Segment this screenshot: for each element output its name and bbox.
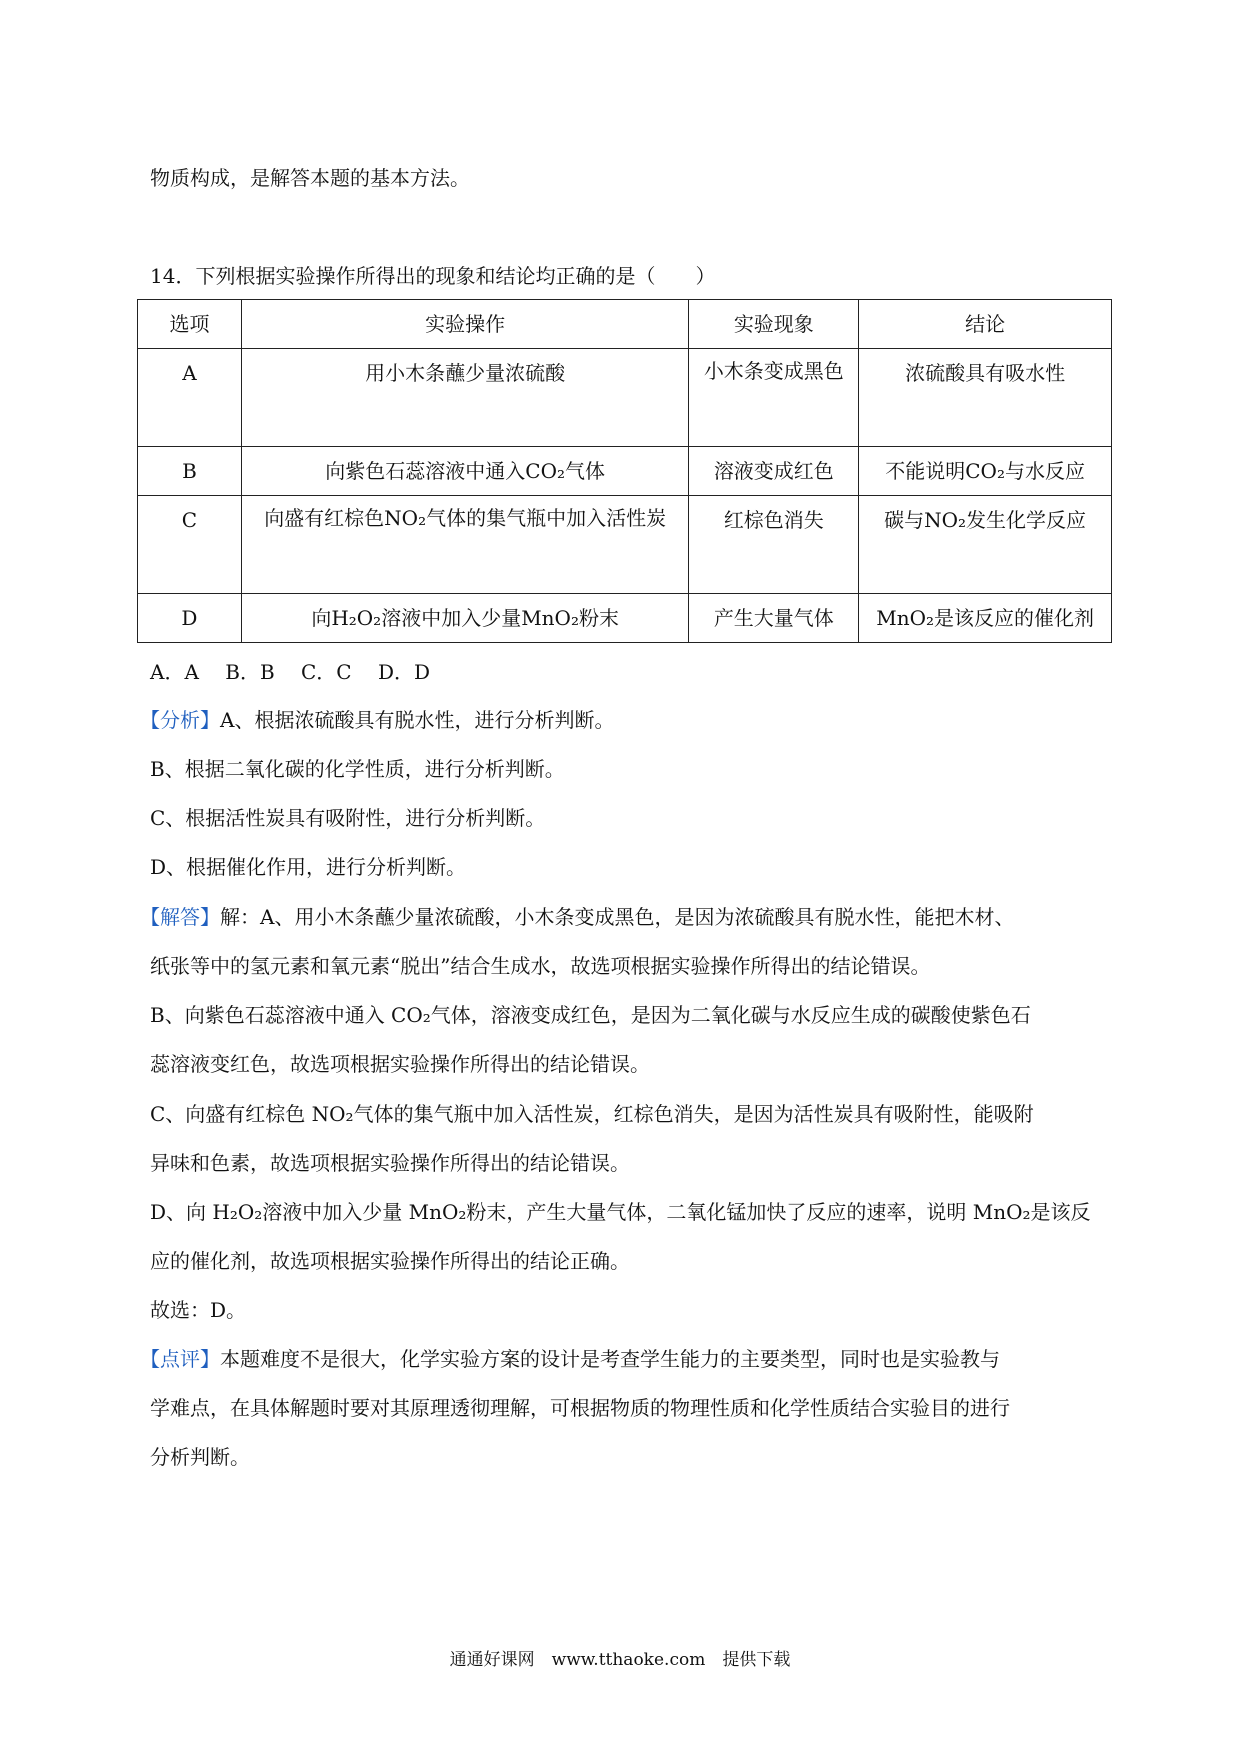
cell: 向紫色石蕊溶液中通入CO₂气体: [241, 447, 689, 496]
analysis-line: B、根据二氧化碳的化学性质，进行分析判断。: [150, 757, 565, 781]
cell: 用小木条蘸少量浓硫酸: [241, 349, 689, 447]
answer-line: B、向紫色石蕊溶液中通入 CO₂气体，溶液变成红色，是因为二氧化碳与水反应生成的碳酸使紫色石: [150, 1003, 1031, 1027]
experiment-table: [137, 299, 1112, 643]
table-row: [138, 594, 1112, 643]
cell: 向盛有红棕色NO₂气体的集气瓶中加入活性炭: [241, 496, 689, 594]
cell: 浓硫酸具有吸水性: [859, 349, 1112, 447]
answer-line: 蕊溶液变红色，故选项根据实验操作所得出的结论错误。: [150, 1052, 650, 1076]
cell: 向H₂O₂溶液中加入少量MnO₂粉末: [241, 594, 689, 643]
cell: C: [138, 496, 242, 594]
answer-line: 异味和色素，故选项根据实验操作所得出的结论错误。: [150, 1151, 630, 1175]
analysis-text: A、根据浓硫酸具有脱水性，进行分析判断。: [220, 708, 615, 732]
table-row: [138, 349, 1112, 447]
cell: 不能说明CO₂与水反应: [859, 447, 1112, 496]
question-text: 14．下列根据实验操作所得出的现象和结论均正确的是（ ）: [150, 264, 716, 288]
answer-line: 故选：D。: [150, 1298, 247, 1322]
cell: 产生大量气体: [689, 594, 859, 643]
comment-line: 分析判断。: [150, 1445, 250, 1469]
header-cell: 结论: [859, 300, 1112, 349]
table-row: [138, 496, 1112, 594]
answer-choices: A．A B．B C．C D．D: [150, 660, 431, 684]
analysis-tag: 【分析】: [140, 708, 220, 732]
comment-line: [140, 1343, 1000, 1372]
answer-line: 纸张等中的氢元素和氧元素“脱出”结合生成水，故选项根据实验操作所得出的结论错误。: [150, 954, 931, 978]
answer-line: [140, 901, 1014, 930]
table-header-row: [138, 300, 1112, 349]
comment-text: 本题难度不是很大，化学实验方案的设计是考查学生能力的主要类型，同时也是实验教与: [220, 1347, 1000, 1371]
analysis-line: C、根据活性炭具有吸附性，进行分析判断。: [150, 806, 546, 830]
cell: B: [138, 447, 242, 496]
intro-tail: 物质构成，是解答本题的基本方法。: [150, 166, 470, 190]
cell: 碳与NO₂发生化学反应: [859, 496, 1112, 594]
cell: 溶液变成红色: [689, 447, 859, 496]
header-cell: 选项: [138, 300, 242, 349]
cell: 红棕色消失: [689, 496, 859, 594]
answer-line: C、向盛有红棕色 NO₂气体的集气瓶中加入活性炭，红棕色消失，是因为活性炭具有吸附性，能吸附: [150, 1102, 1034, 1126]
table-row: [138, 447, 1112, 496]
analysis-line: [140, 704, 614, 733]
cell: 小木条变成黑色: [689, 349, 859, 447]
answer-tag: 【解答】: [140, 905, 220, 929]
answer-text: 解：A、用小木条蘸少量浓硫酸，小木条变成黑色，是因为浓硫酸具有脱水性，能把木材、: [220, 905, 1015, 929]
answer-line: D、向 H₂O₂溶液中加入少量 MnO₂粉末，产生大量气体，二氧化锰加快了反应的速率，说明 MnO₂是该反: [150, 1200, 1091, 1224]
analysis-line: D、根据催化作用，进行分析判断。: [150, 855, 467, 879]
page-footer: 通通好课网 www.tthaoke.com 提供下载: [449, 1650, 791, 1670]
answer-line: 应的催化剂，故选项根据实验操作所得出的结论正确。: [150, 1249, 630, 1273]
cell: D: [138, 594, 242, 643]
comment-line: 学难点，在具体解题时要对其原理透彻理解，可根据物质的物理性质和化学性质结合实验目的进行: [150, 1396, 1010, 1420]
cell: MnO₂是该反应的催化剂: [859, 594, 1112, 643]
cell: A: [138, 349, 242, 447]
header-cell: 实验操作: [241, 300, 689, 349]
header-cell: 实验现象: [689, 300, 859, 349]
comment-tag: 【点评】: [140, 1347, 220, 1371]
